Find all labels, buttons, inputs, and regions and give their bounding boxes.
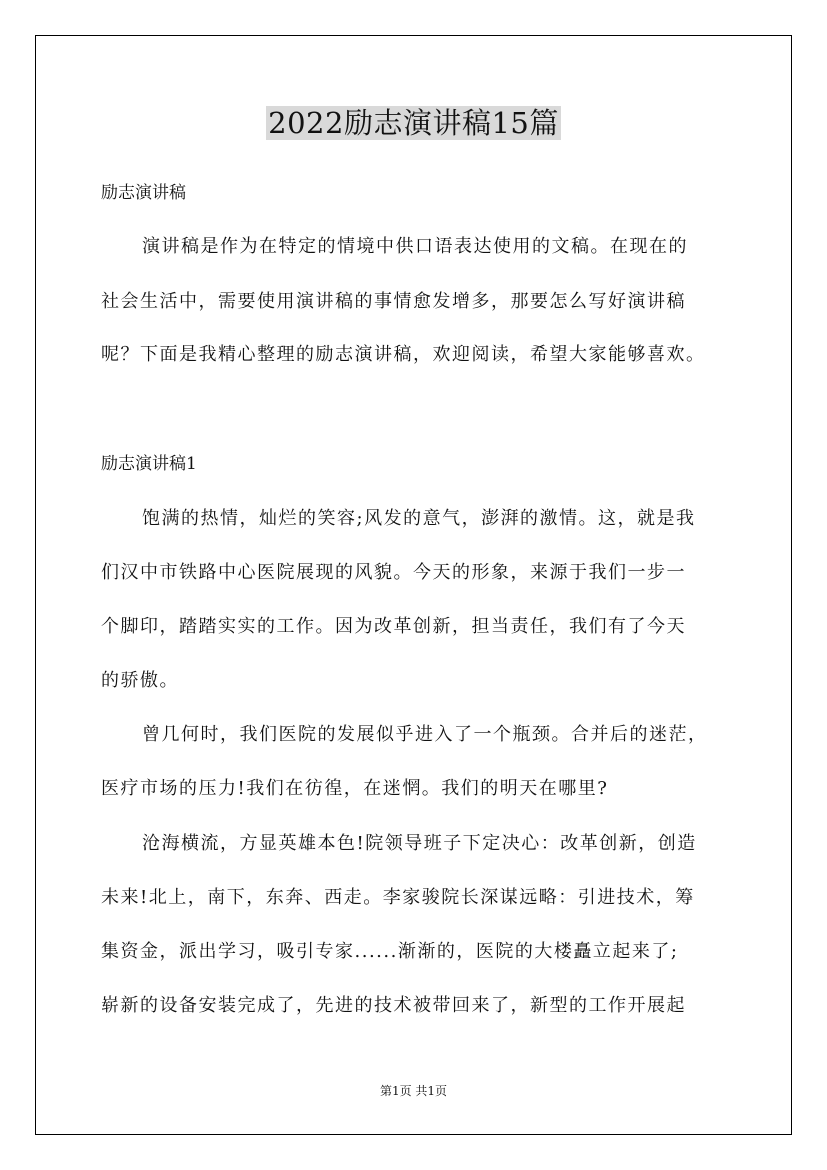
- paragraph-line: 医疗市场的压力!我们在彷徨，在迷惘。我们的明天在哪里?: [101, 778, 609, 799]
- paragraph-line: 们汉中市铁路中心医院展现的风貌。今天的形象，来源于我们一步一: [101, 562, 686, 583]
- paragraph-line: 沧海横流，方显英雄本色!院领导班子下定决心：改革创新，创造: [142, 833, 697, 854]
- paragraph-line: 未来!北上，南下，东奔、西走。李家骏院长深谋远略：引进技术，筹: [101, 887, 695, 908]
- article-heading: 励志演讲稿1: [101, 454, 197, 474]
- page-footer: 第1页 共1页: [379, 1084, 448, 1098]
- paragraph-line: 饱满的热情，灿烂的笑容;风发的意气，澎湃的激情。这，就是我: [142, 508, 696, 529]
- document-title: 2022励志演讲稿15篇: [268, 106, 559, 140]
- intro-line: 呢？下面是我精心整理的励志演讲稿，欢迎阅读，希望大家能够喜欢。: [101, 344, 706, 365]
- intro-line: 演讲稿是作为在特定的情境中供口语表达使用的文稿。在现在的: [142, 236, 688, 257]
- paragraph-line: 的骄傲。: [101, 670, 179, 691]
- intro-line: 社会生活中，需要使用演讲稿的事情愈发增多，那要怎么写好演讲稿: [101, 291, 686, 312]
- paragraph-line: 崭新的设备安装完成了，先进的技术被带回来了，新型的工作开展起: [101, 995, 686, 1016]
- paragraph-line: 曾几何时，我们医院的发展似乎进入了一个瓶颈。合并后的迷茫，: [142, 724, 708, 745]
- paragraph-line: 集资金，派出学习，吸引专家......渐渐的，医院的大楼矗立起来了;: [101, 941, 679, 962]
- section-heading: 励志演讲稿: [101, 183, 186, 203]
- paragraph-line: 个脚印，踏踏实实的工作。因为改革创新，担当责任，我们有了今天: [101, 616, 686, 637]
